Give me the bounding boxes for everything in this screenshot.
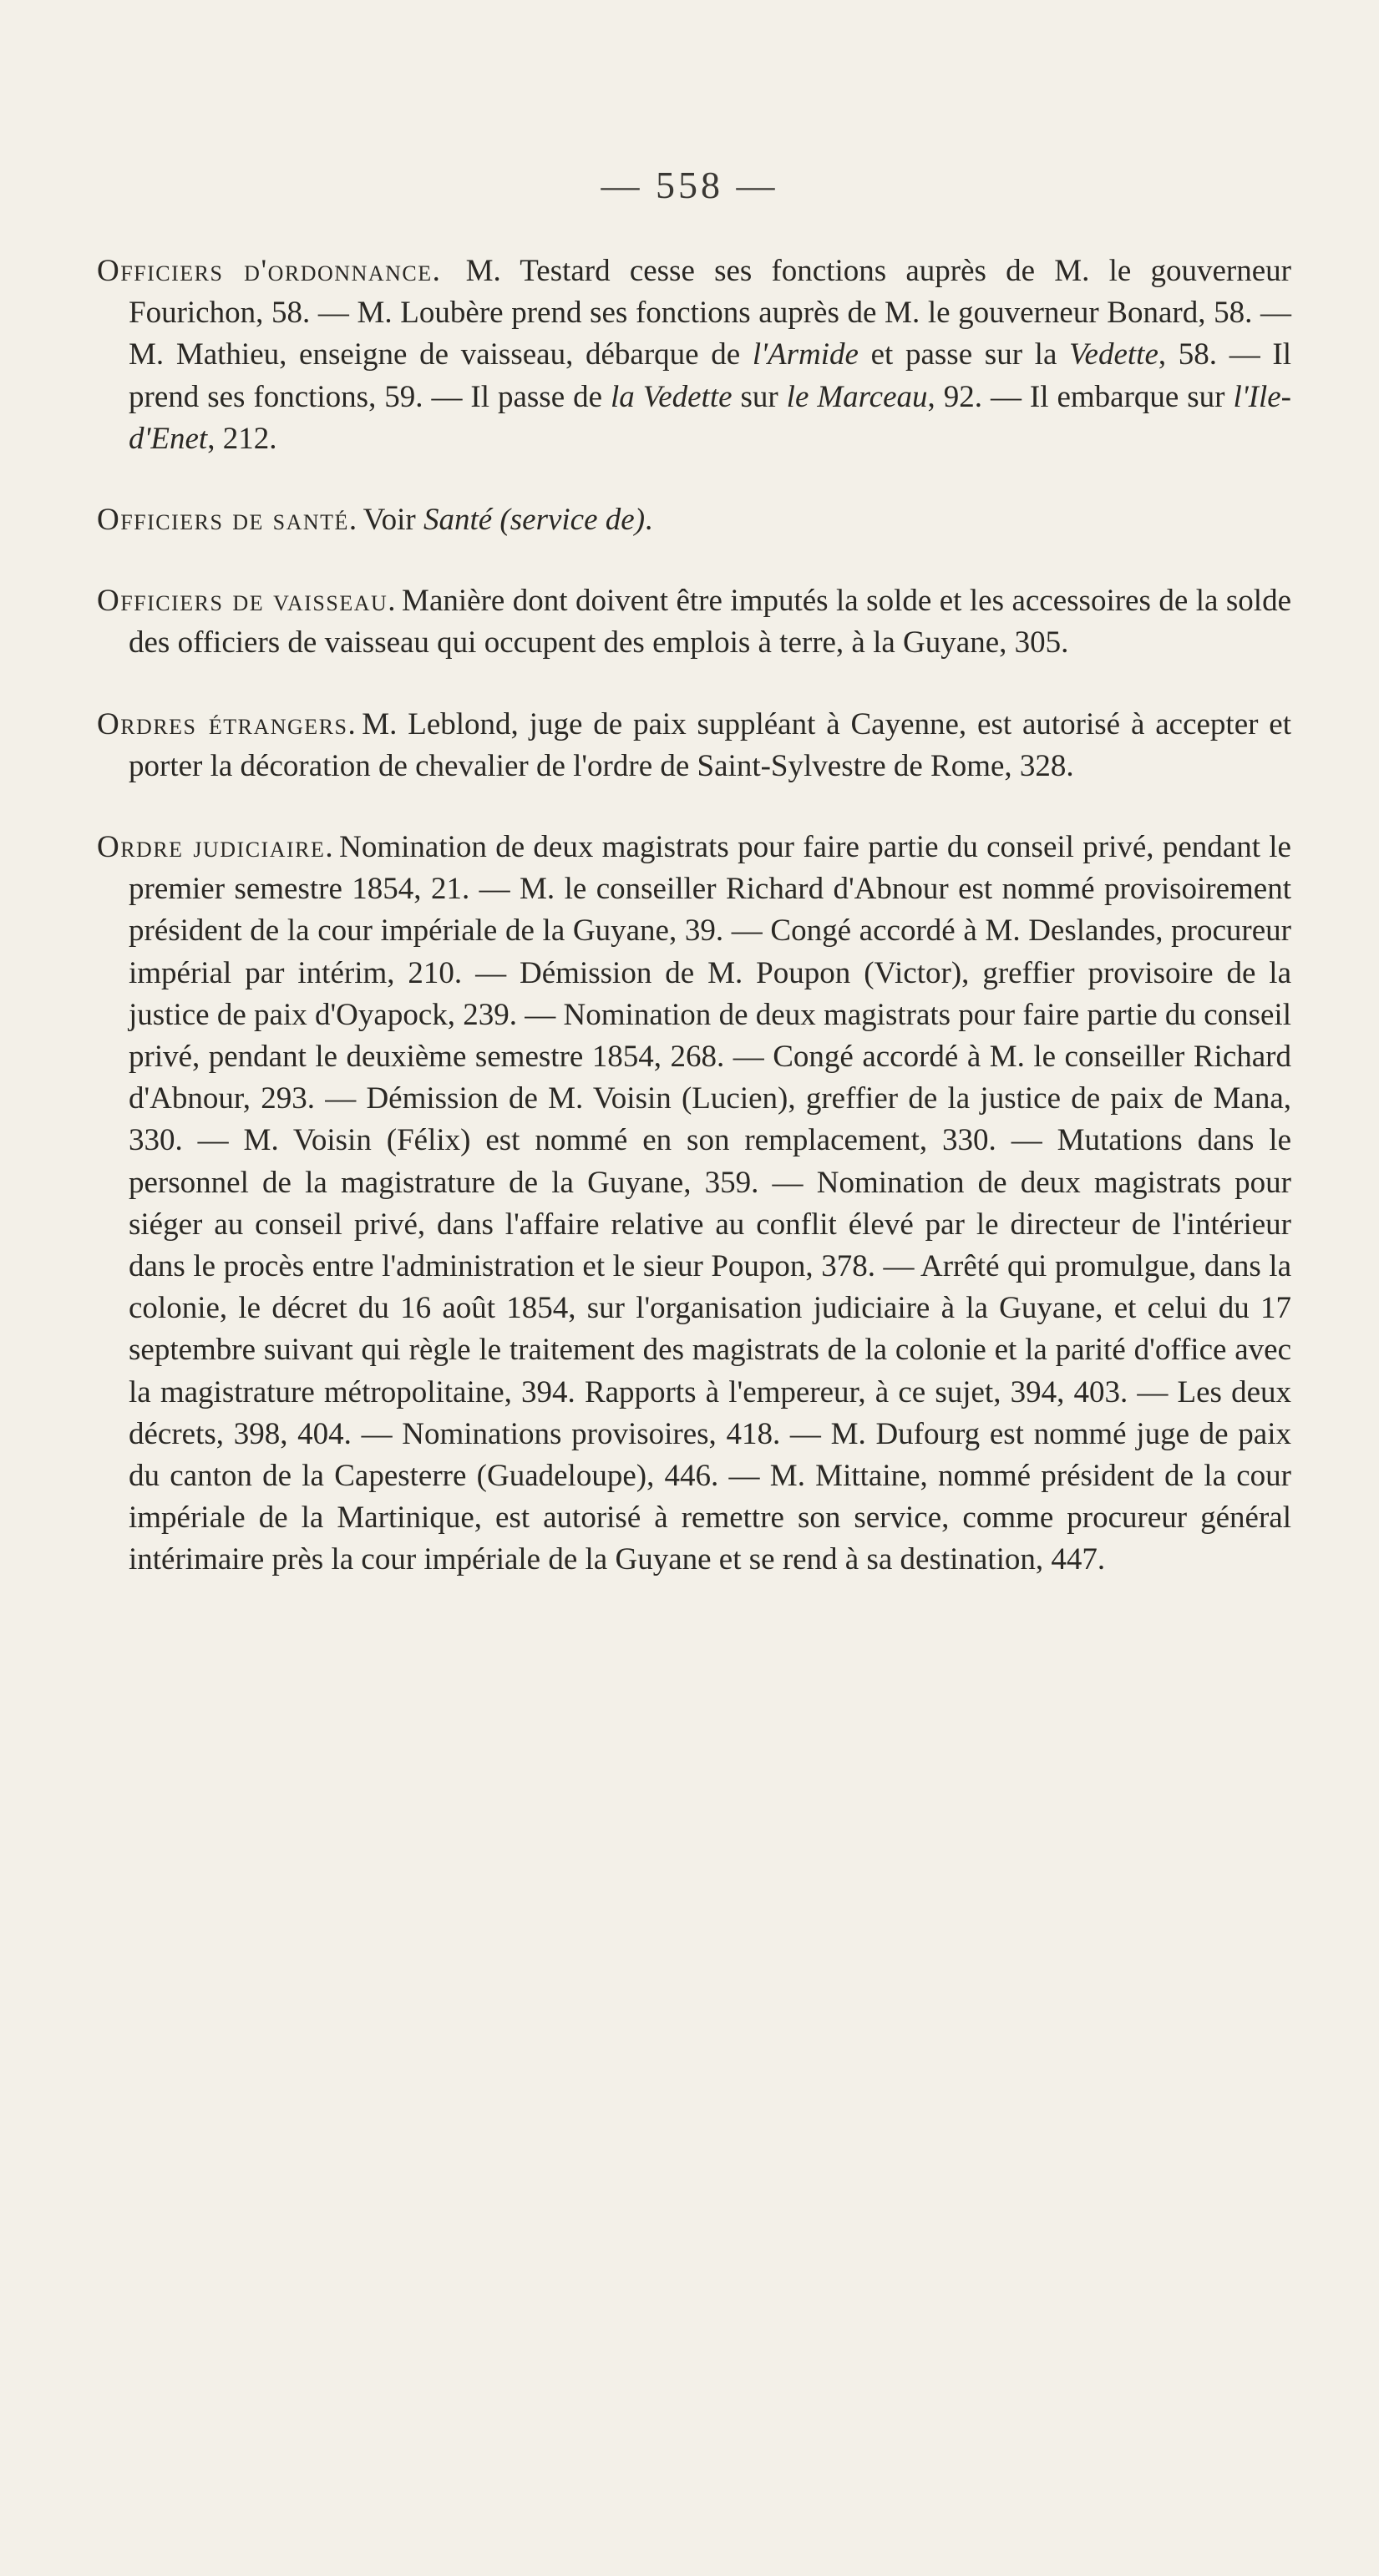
index-entry: [97, 580, 1291, 664]
text-run: , 58. — Il prend ses fonctions, 59. — Il passe de: [129, 337, 1291, 414]
cross-reference: Santé (service de): [423, 503, 646, 538]
entry-text: M. Leblond, juge de paix suppléant à Cayenne, est autorisé à accepter et porter la décoration de chevalier de l'ordre de Saint-Sylvestre de Rome, 328.: [129, 706, 1292, 783]
text-run: et passe sur la: [858, 337, 1070, 372]
index-entry: [97, 827, 1291, 1582]
ship-name: le Marceau: [786, 379, 928, 414]
text-run: .: [645, 503, 653, 538]
page-number: — 558 —: [601, 164, 778, 206]
ship-name: la Vedette: [610, 379, 733, 414]
ship-name: Vedette: [1069, 337, 1158, 372]
entry-heading: Officiers d'ordonnance.: [97, 254, 442, 288]
index-entry: [97, 499, 1291, 541]
text-run: , 92. — Il embarque sur: [927, 379, 1234, 414]
ship-name: l'Ile-d'Enet: [129, 379, 1291, 456]
entry-heading: Ordres étrangers.: [97, 706, 357, 741]
text-run: , 212.: [207, 421, 277, 456]
text-run: sur: [732, 379, 787, 414]
entry-heading: Officiers de vaisseau.: [97, 584, 398, 619]
entry-text: Manière dont doivent être imputés la solde et les accessoires de la solde des officiers de vaisseau qui occupent des emplois à terre, à la Guyane, 305.: [129, 584, 1291, 660]
text-run: M. Testard cesse ses fonctions auprès de M. le gouverneur Fourichon, 58. — M. Loubère prend ses fonctions auprès de M. le gouverneur Bonard, 58. — M. Mathieu, enseigne de vaisseau, débarque de: [129, 254, 1291, 372]
text-run: Voir: [362, 503, 423, 538]
entry-heading: Officiers de santé.: [97, 503, 358, 538]
entry-text: [363, 503, 653, 537]
entry-text: Nomination de deux magistrats pour faire partie du conseil privé, pendant le premier semestre 1854, 21. — M. le conseiller Richard d'Abnour est nommé provisoirement président de la cour impériale de la Guyane, 39. — Congé accordé à M. Deslandes, procureur impérial par intérim, 210. — Démission de M. Poupon (Victor), greffier provisoire de la justice de paix d'Oyapock, 239. — Nomination de deux magistrats pour faire partie du conseil privé, pendant le deuxième semestre 1854, 268. — Congé accordé à M. le conseiller Richard d'Abnour, 293. — Démission de M. Voisin (Lucien), greffier de la justice de paix de Mana, 330. — M. Voisin (Félix) est nommé en son remplacement, 330. — Mutations dans le personnel de la magistrature de la Guyane, 359. — Nomination de deux magistrats pour siéger au conseil privé, dans l'affaire relative au conflit élevé par le directeur de l'intérieur dans le procès entre l'administration et le sieur Poupon, 378. — Arrêté qui promulgue, dans la colonie, le décret du 16 août 1854, sur l'organisation judiciaire à la Guyane, et celui du 17 septembre suivant qui règle le traitement des magistrats de la colonie et la parité d'office avec la magistrature métropolitaine, 394. Rapports à l'empereur, à ce sujet, 394, 403. — Les deux décrets, 398, 404. — Nominations provisoires, 418. — M. Dufourg est nommé juge de paix du canton de la Capesterre (Guadeloupe), 446. — M. Mittaine, nommé président de la cour impériale de la Martinique, est autorisé à remettre son service, comme procureur général intérimaire près la cour impériale de la Guyane et se rend à sa destination, 447.: [129, 830, 1291, 1577]
index-entry: [97, 704, 1291, 787]
ship-name: l'Armide: [752, 337, 859, 372]
index-entries: [97, 251, 1291, 1621]
index-entry: [97, 251, 1291, 460]
entry-heading: Ordre judiciaire.: [97, 830, 335, 865]
